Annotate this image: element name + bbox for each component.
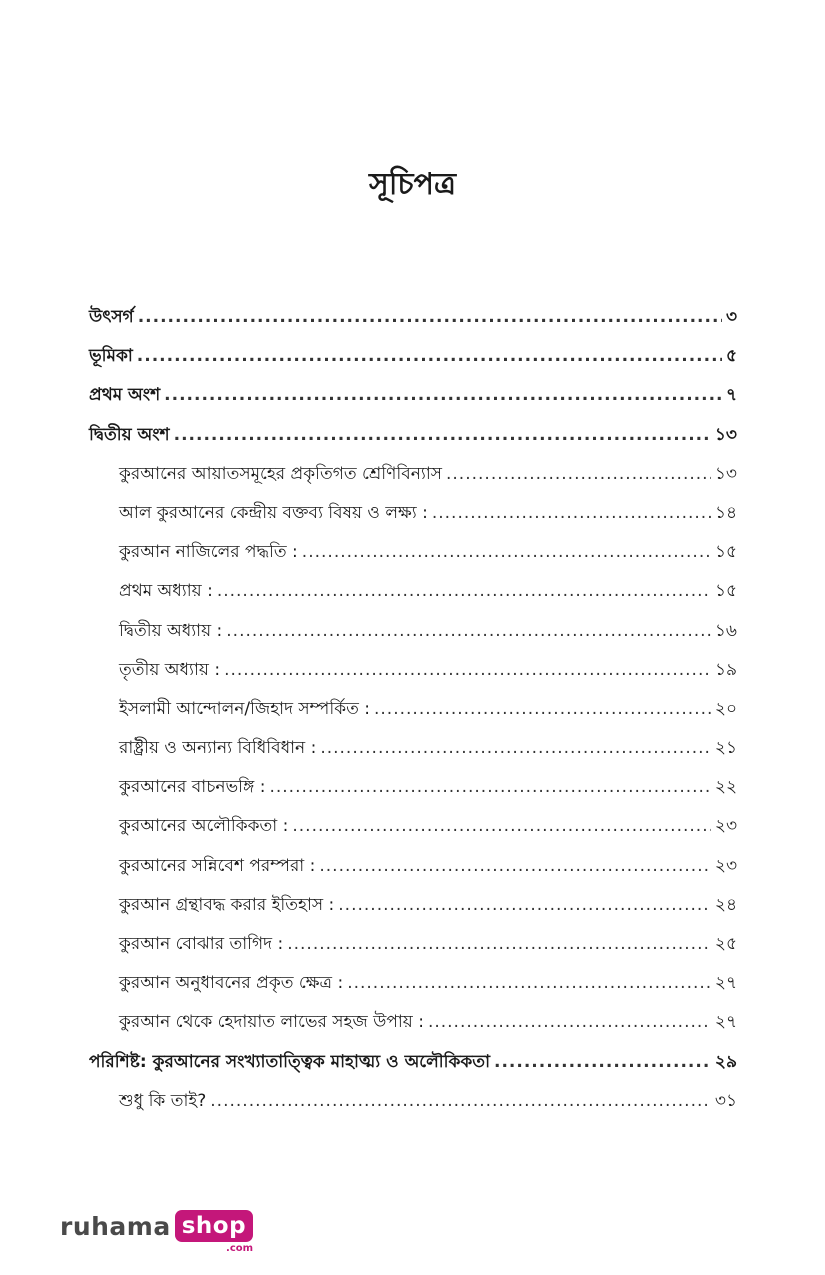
toc-entry (89, 461, 737, 500)
toc-entry-title: কুরআন বোঝার তাগিদ : (119, 934, 284, 954)
toc-entry-title: কুরআনের আয়াতসমূহের প্রকৃতিগত শ্রেণিবিন্যাস (119, 463, 442, 484)
dot-leader (210, 1091, 711, 1111)
dot-leader (319, 856, 711, 876)
logo-domain-text: .com (226, 1243, 254, 1254)
toc-entry-title: প্রথম অংশ (89, 385, 161, 406)
toc-entry-page-number: ২৩ (714, 855, 737, 876)
toc-entry-page-number: ২৭ (714, 973, 737, 994)
dot-leader (446, 464, 711, 484)
toc-entry (89, 970, 737, 1009)
toc-entry-title: কুরআনের বাচনভঙ্গি : (119, 777, 266, 798)
toc-entry (89, 892, 737, 931)
dot-leader (428, 1012, 711, 1032)
toc-entry (89, 813, 737, 852)
toc-entry-page-number: ৩১ (714, 1090, 737, 1111)
dot-leader (217, 581, 711, 601)
toc-entry-title: ইসলামী আন্দোলন/জিহাদ সম্পর্কিত : (119, 698, 370, 719)
publisher-logo (60, 1210, 253, 1262)
toc-entry (89, 578, 737, 617)
toc-entry (89, 618, 737, 657)
toc-entry (89, 735, 737, 774)
dot-leader (320, 738, 711, 758)
dot-leader (347, 973, 711, 993)
toc-entry-title: রাষ্ট্রীয় ও অন্যান্য বিধিবিধান : (119, 738, 317, 759)
logo-brand-text: ruhama (60, 1212, 171, 1241)
toc-entry-page-number: ২১ (714, 738, 737, 759)
toc-entry-page-number: ২০ (714, 698, 737, 719)
toc-entry-title: আল কুরআনের কেন্দ্রীয় বক্তব্য বিষয় ও লক্ষ্য : (119, 502, 428, 523)
dot-leader (338, 895, 711, 915)
dot-leader (137, 346, 722, 366)
toc-entry (89, 931, 737, 970)
toc-entry (89, 853, 737, 892)
toc-entry-page-number: ৩ (725, 307, 737, 327)
dot-leader (226, 621, 711, 641)
toc-entry-page-number: ২৫ (714, 934, 737, 954)
toc-entry-page-number: ১৫ (714, 542, 737, 563)
toc-entry-page-number: ৭ (725, 385, 737, 406)
toc-entry (89, 1009, 737, 1048)
toc-entry-title: কুরআনের সন্নিবেশ পরম্পরা : (119, 855, 316, 876)
toc-entry-page-number: ১৬ (714, 620, 737, 641)
dot-leader (174, 425, 711, 445)
toc-entry (89, 422, 737, 461)
toc-entry (89, 539, 737, 578)
toc-entry-page-number: ৫ (725, 346, 737, 367)
dot-leader (138, 307, 722, 327)
toc-entry (89, 343, 737, 382)
toc-entry-page-number: ২৩ (714, 816, 737, 837)
toc-entry-title: পরিশিষ্ট: কুরআনের সংখ্যাতাত্ত্বিক মাহাত্ম্য ও অলৌকিকতা (89, 1051, 490, 1072)
toc-entry-title: কুরআনের অলৌকিকতা : (119, 816, 289, 837)
toc-entry (89, 774, 737, 813)
dot-leader (292, 816, 711, 836)
dot-leader (164, 385, 722, 405)
toc-entry (89, 500, 737, 539)
dot-leader (269, 777, 710, 797)
toc-entry (89, 696, 737, 735)
dot-leader (432, 503, 711, 523)
toc-entry-page-number: ১৩ (714, 463, 737, 484)
toc-entry (89, 657, 737, 696)
toc-entry (89, 382, 737, 421)
toc-entry-title: শুধু কি তাই? (119, 1090, 207, 1111)
toc-entry-page-number: ১৪ (714, 502, 737, 523)
dot-leader (494, 1052, 711, 1072)
logo-shop-text: shop (175, 1210, 253, 1242)
toc-entry (89, 1049, 737, 1088)
dot-leader (302, 542, 711, 562)
toc-entry-title: দ্বিতীয় অধ্যায় : (119, 620, 223, 641)
toc-entry-title: ভূমিকা (89, 346, 133, 367)
dot-leader (224, 660, 711, 680)
toc-entry-title: কুরআন গ্রন্থাবদ্ধ করার ইতিহাস : (119, 894, 335, 915)
toc-entry-page-number: ২২ (714, 777, 737, 798)
toc-entry-page-number: ১৯ (714, 659, 737, 680)
dot-leader (287, 934, 711, 954)
toc-entry-title: উৎসর্গ (89, 307, 134, 327)
toc-entry-page-number: ১৩ (714, 424, 737, 445)
toc-entry (89, 304, 737, 343)
toc-entry-title: কুরআন থেকে হেদায়াত লাভের সহজ উপায় : (119, 1012, 424, 1033)
table-of-contents (89, 304, 737, 1127)
toc-entry-title: প্রথম অধ্যায় : (119, 581, 213, 602)
toc-entry-page-number: ১৫ (714, 581, 737, 602)
toc-entry-title: তৃতীয় অধ্যায় : (119, 659, 221, 680)
toc-entry-title: দ্বিতীয় অংশ (89, 424, 170, 445)
logo-shop-badge (175, 1210, 253, 1254)
toc-entry-page-number: ২৭ (714, 1012, 737, 1033)
toc-entry-title: কুরআন অনুধাবনের প্রকৃত ক্ষেত্র : (119, 973, 344, 994)
toc-entry-title: কুরআন নাজিলের পদ্ধতি : (119, 542, 298, 563)
page-title: সূচিপত্র (369, 167, 456, 202)
toc-entry-page-number: ২৪ (714, 894, 737, 915)
toc-entry (89, 1088, 737, 1127)
toc-entry-page-number: ২৯ (714, 1051, 737, 1072)
dot-leader (374, 699, 711, 719)
